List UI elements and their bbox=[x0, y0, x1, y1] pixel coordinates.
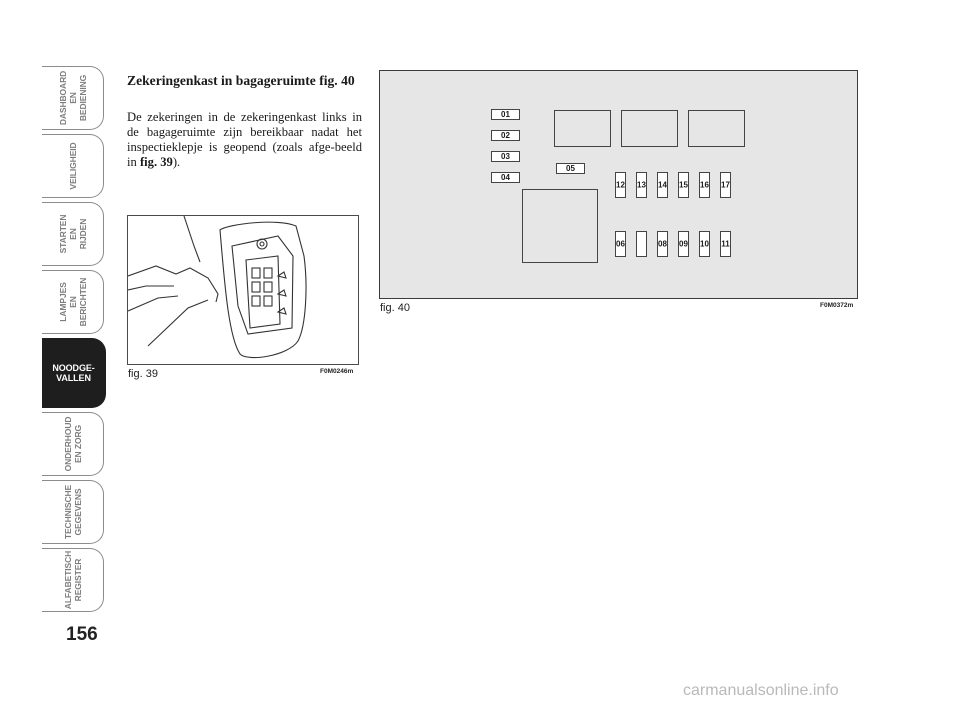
body-text-end: ). bbox=[172, 155, 181, 169]
tab-technische[interactable] bbox=[42, 480, 104, 544]
fuse-12: 12 bbox=[615, 172, 626, 198]
section-body bbox=[127, 110, 362, 170]
tab-noodgevallen[interactable] bbox=[42, 338, 106, 408]
fuse-11: 11 bbox=[720, 231, 731, 257]
relay-box bbox=[621, 110, 678, 147]
page-number: 156 bbox=[66, 624, 98, 645]
tab-label: VEILIGHEID bbox=[67, 142, 78, 190]
figure-40 bbox=[379, 70, 858, 299]
tab-label: ALFABETISCH REGISTER bbox=[62, 550, 83, 610]
watermark: carmanualsonline.info bbox=[683, 682, 839, 699]
tab-lampjes[interactable] bbox=[42, 270, 104, 334]
fig40-caption: fig. 40 bbox=[380, 302, 410, 314]
fuse-15: 15 bbox=[678, 172, 689, 198]
fuse-empty bbox=[636, 231, 647, 257]
fuse-05: 05 bbox=[556, 163, 585, 174]
fuse-04: 04 bbox=[491, 172, 520, 183]
tab-alfabetisch[interactable] bbox=[42, 548, 104, 612]
fuse-06: 06 bbox=[615, 231, 626, 257]
fig39-code: F0M0246m bbox=[320, 368, 354, 375]
fuse-14: 14 bbox=[657, 172, 668, 198]
fuse-02: 02 bbox=[491, 130, 520, 141]
relay-box bbox=[688, 110, 745, 147]
tab-starten[interactable] bbox=[42, 202, 104, 266]
figure-reference: fig. 39 bbox=[139, 155, 173, 169]
tab-onderhoud[interactable] bbox=[42, 412, 104, 476]
tab-veiligheid[interactable] bbox=[42, 134, 104, 198]
fuse-16: 16 bbox=[699, 172, 710, 198]
relay-box bbox=[554, 110, 611, 147]
fuse-09: 09 bbox=[678, 231, 689, 257]
tab-label: ONDERHOUD EN ZORG bbox=[62, 416, 83, 472]
body-text-start: De zekeringen in de zekeringenkast links in de bagageruimte zijn bereikbaar nadat het inspectieklepje is geopend (zoals afge-beeld in bbox=[127, 110, 362, 169]
tab-label: LAMPJES EN BERICHTEN bbox=[57, 277, 88, 327]
fig40-code: F0M0372m bbox=[820, 302, 854, 309]
fig39-caption: fig. 39 bbox=[128, 368, 158, 380]
fuse-08: 08 bbox=[657, 231, 668, 257]
figure-39 bbox=[127, 215, 359, 365]
tab-label: DASHBOARD EN BEDIENING bbox=[57, 70, 88, 126]
tab-dashboard[interactable] bbox=[42, 66, 104, 130]
fuse-panel-drawing bbox=[128, 216, 359, 365]
fuse-13: 13 bbox=[636, 172, 647, 198]
fuse-10: 10 bbox=[699, 231, 710, 257]
tab-label: TECHNISCHE GEGEVENS bbox=[62, 484, 83, 540]
fuse-17: 17 bbox=[720, 172, 731, 198]
fuse-03: 03 bbox=[491, 151, 520, 162]
tab-label: STARTEN EN RIJDEN bbox=[57, 214, 88, 254]
tab-label: NOODGE- VALLEN bbox=[52, 363, 95, 383]
section-heading: Zekeringenkast in bagageruimte fig. 40 bbox=[127, 73, 355, 88]
relay-box-large bbox=[522, 189, 598, 263]
fuse-01: 01 bbox=[491, 109, 520, 120]
